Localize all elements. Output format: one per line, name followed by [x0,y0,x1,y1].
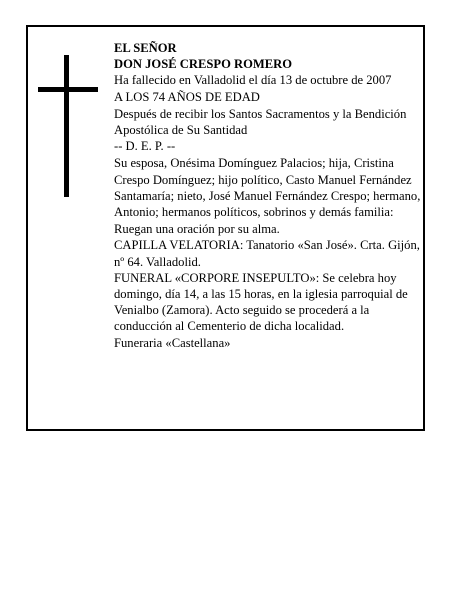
cross-horizontal-bar [38,87,98,92]
cross-vertical-bar [64,55,69,197]
obituary-notice [26,25,425,431]
death-info: Ha fallecido en Valladolid el día 13 de octubre de 2007 [114,73,392,88]
funeral-home: Funeraria «Castellana» [114,335,231,350]
age-line: A LOS 74 AÑOS DE EDAD [114,89,260,104]
prayer-request: Ruegan una oración por su alma. [114,222,280,237]
rip-line: -- D. E. P. -- [114,139,176,154]
family-list: Su esposa, Onésima Domínguez Palacios; hija, Cristina Crespo Domínguez; hijo político, Casto Manuel Fernández Santamaría; nieto, José Manuel Fernández Crespo; hermano, Antonio; hermanos políticos, sobrinos y demás familia: [114,156,421,220]
chapel-info: CAPILLA VELATORIA: Tanatorio «San José». Crta. Gijón, nº 64. Valladolid. [114,238,420,269]
notice-title-line1: EL SEÑOR [114,41,177,55]
funeral-info: FUNERAL «CORPORE INSEPULTO»: Se celebra hoy domingo, día 14, a las 15 horas, en la iglesia parroquial de Venialbo (Zamora). Acto seguido se procederá a la conducción al Cementerio de dicha localidad. [114,270,408,334]
sacraments-text: Después de recibir los Santos Sacramentos y la Bendición Apostólica de Su Santidad [114,106,407,138]
deceased-name: DON JOSÉ CRESPO ROMERO [114,57,293,72]
cross-icon [38,55,98,197]
notice-body [114,40,426,351]
